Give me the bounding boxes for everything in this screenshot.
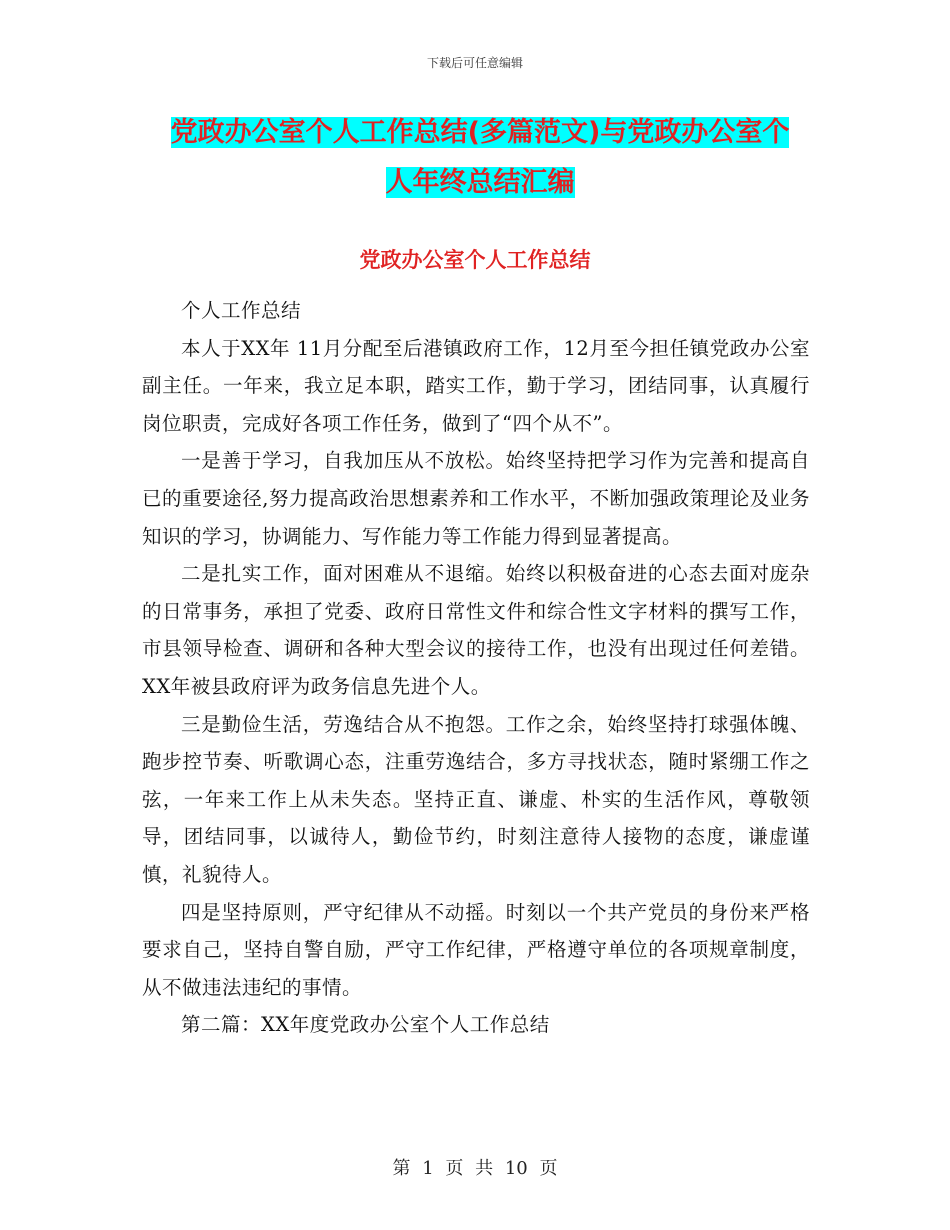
document-title-line-2: 人年终总结汇编 <box>385 167 575 198</box>
paragraph: 四是坚持原则，严守纪律从不动摇。时刻以一个共产党员的身份来严格要求自己，坚持自警自励，严守工作纪律，严格遵守单位的各项规章制度，从不做违法违纪的事情。 <box>142 900 810 999</box>
document-title <box>140 108 820 208</box>
body-text <box>142 292 810 1044</box>
paragraph: 三是勤俭生活，劳逸结合从不抱怨。工作之余，始终坚持打球强体魄、跑步控节奏、听歌调心态，注重劳逸结合，多方寻找状态，随时紧绷工作之弦，一年来工作上从未失态。坚持正直、谦虚、朴实的生活作风，尊敬领导，团结同事，以诚待人，勤俭节约，时刻注意待人接物的态度，谦虚谨慎，礼貌待人。 <box>142 712 810 886</box>
header-note: 下载后可任意编辑 <box>426 56 523 70</box>
paragraph: 一是善于学习，自我加压从不放松。始终坚持把学习作为完善和提高自已的重要途径,努力提高政治思想素养和工作水平，不断加强政策理论及业务知识的学习，协调能力、写作能力等工作能力得到显著提高。 <box>142 449 810 548</box>
section-title: 党政办公室个人工作总结 <box>359 248 591 272</box>
paragraph: 本人于XX年 11月分配至后港镇政府工作，12月至今担任镇党政办公室副主任。一年来，我立足本职，踏实工作，勤于学习，团结同事，认真履行岗位职责，完成好各项工作任务，做到了“四个从不”。 <box>142 336 810 435</box>
paragraph-subheading: 个人工作总结 <box>181 299 302 322</box>
page-footer: 第 1 页 共 10 页 <box>392 1158 558 1179</box>
paragraph-next-section-heading: 第二篇：XX年度党政办公室个人工作总结 <box>181 1013 550 1037</box>
paragraph: 二是扎实工作，面对困难从不退缩。始终以积极奋进的心态去面对庞杂的日常事务，承担了党委、政府日常性文件和综合性文字材料的撰写工作，市县领导检查、调研和各种大型会议的接待工作，也没有出现过任何差错。XX年被县政府评为政务信息先进个人。 <box>142 562 810 698</box>
document-title-line-1: 党政办公室个人工作总结(多篇范文)与党政办公室个 <box>170 117 790 148</box>
